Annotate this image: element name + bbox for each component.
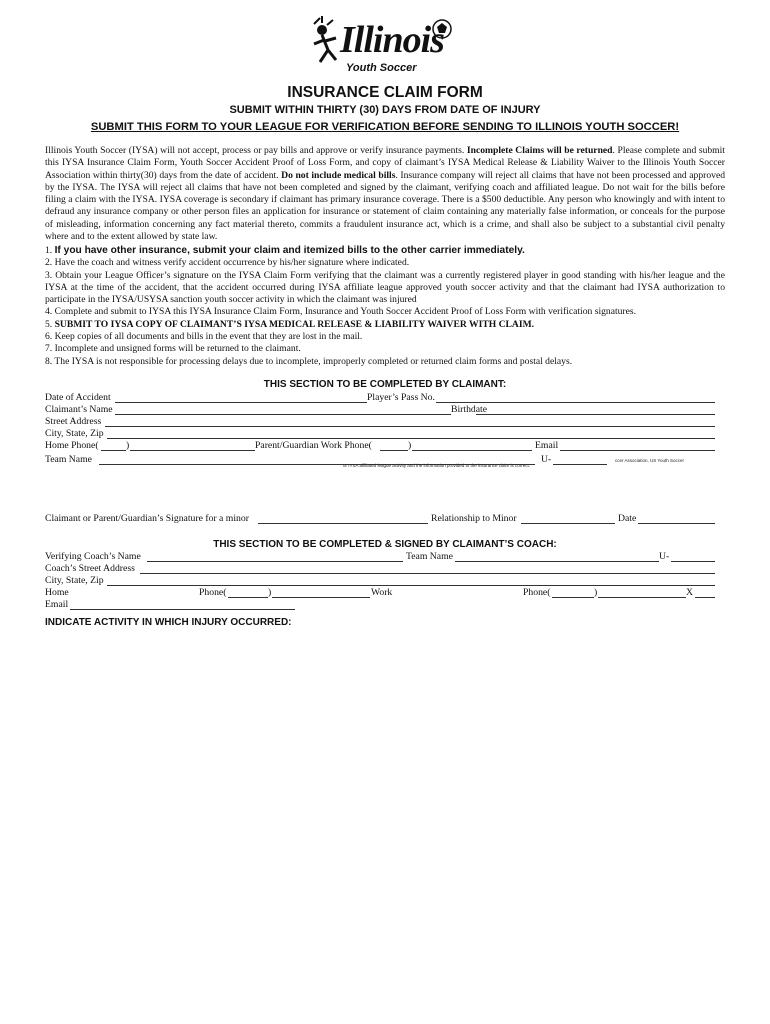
intro-paragraph xyxy=(45,145,725,243)
coach-home-phone-field[interactable] xyxy=(272,597,370,598)
coach-team-name-field[interactable] xyxy=(455,561,659,562)
coach-team-name-label: Team Name xyxy=(406,551,453,562)
instructions-list xyxy=(45,245,725,368)
date-label: Date xyxy=(618,513,637,524)
claimants-name-label: Claimant’s Name xyxy=(45,404,113,415)
rule-8: 8. The IYSA is not responsible for processing delays due to incomplete, improperly completed or returned claim forms and postal delays. xyxy=(45,355,573,367)
street-address-field[interactable] xyxy=(105,426,715,427)
rule-1: 1. If you have other insurance, submit your claim and itemized bills to the other carrier immediately. xyxy=(45,245,525,256)
city-state-zip-field[interactable] xyxy=(107,438,715,439)
coach-section-title: THIS SECTION TO BE COMPLETED & SIGNED BY CLAIMANT’S COACH: xyxy=(213,539,557,550)
email-field[interactable] xyxy=(560,450,715,451)
coach-u-label: U- xyxy=(659,551,670,562)
coach-home-label: Home xyxy=(45,587,69,598)
coach-ext-label: X xyxy=(686,587,693,598)
coach-work-paren: ) xyxy=(594,587,598,598)
intro-bold-incomplete: Incomplete Claims will be returned xyxy=(466,145,613,156)
coach-ext-field[interactable] xyxy=(695,597,715,598)
rule-7: 7. Incomplete and unsigned forms will be returned to the claimant. xyxy=(45,343,301,355)
claimant-section-title: THIS SECTION TO BE COMPLETED BY CLAIMANT: xyxy=(263,379,507,390)
coach-home-paren: ) xyxy=(268,587,272,598)
rule-4: 4. Complete and submit to IYSA this IYSA Insurance Claim Form, Insurance and Youth Soccer Accident Proof of Loss Form with verification signatures. xyxy=(45,306,637,318)
intro-text-2: . Please complete and submit this IYSA Insurance Claim Form, Youth Soccer Accident Proof of Loss Form, and copy of claimant’s IYSA Medical Release & Liability Waiver to the Illinois Youth Soccer Association within thirty(30) days from the date of accident. xyxy=(45,145,725,181)
home-phone-paren: ) xyxy=(126,440,130,451)
email-label: Email xyxy=(535,440,559,451)
coach-email-label: Email xyxy=(45,599,69,610)
guardian-phone-paren: ) xyxy=(408,440,412,451)
activity-heading: INDICATE ACTIVITY IN WHICH INJURY OCCURRED: xyxy=(45,617,292,628)
fine-print-right: ccer Association, US Youth Soccer xyxy=(615,458,685,463)
logo-wordmark: Illinois xyxy=(340,19,444,61)
coach-city-label: City, State, Zip xyxy=(45,575,104,586)
city-state-zip-label: City, State, Zip xyxy=(45,428,104,439)
guardian-phone-area-field[interactable] xyxy=(380,450,408,451)
logo-subtitle: Youth Soccer xyxy=(346,62,417,74)
row-signature xyxy=(45,513,715,526)
coach-age-group-field[interactable] xyxy=(671,561,715,562)
verifying-coach-field[interactable] xyxy=(147,561,403,562)
row-coach-email xyxy=(45,599,715,612)
date-of-accident-field[interactable] xyxy=(115,402,367,403)
coach-work-phone-field[interactable] xyxy=(598,597,686,598)
date-field[interactable] xyxy=(638,523,715,524)
coach-email-field[interactable] xyxy=(70,609,295,610)
birthdate-field[interactable] xyxy=(476,414,715,415)
age-group-field[interactable] xyxy=(553,464,607,465)
intro-bold-bills: Do not include medical bills xyxy=(281,169,396,181)
coach-street-label: Coach’s Street Address xyxy=(45,563,135,574)
rule-6: 6. Keep copies of all documents and bills in the event that they are lost in the mail. xyxy=(45,331,363,343)
guardian-phone-label: Parent/Guardian Work Phone( xyxy=(255,440,372,451)
home-phone-label: Home Phone( xyxy=(45,440,99,451)
home-phone-area-field[interactable] xyxy=(101,450,126,451)
birthdate-label: Birthdate xyxy=(451,404,488,415)
date-of-accident-label: Date of Accident xyxy=(45,392,111,403)
submit-league-notice: SUBMIT THIS FORM TO YOUR LEAGUE FOR VERIFICATION BEFORE SENDING TO ILLINOIS YOUTH SOCCER! xyxy=(90,121,680,133)
team-name-label: Team Name xyxy=(45,454,92,465)
row-phones xyxy=(45,440,715,453)
form-title: INSURANCE CLAIM FORM xyxy=(287,84,483,101)
u-label: U- xyxy=(541,454,552,465)
coach-city-field[interactable] xyxy=(107,585,715,586)
coach-home-area-field[interactable] xyxy=(228,597,268,598)
coach-work-area-field[interactable] xyxy=(552,597,594,598)
coach-work-phone-label: Phone( xyxy=(523,587,551,598)
coach-street-field[interactable] xyxy=(140,573,715,574)
submit-deadline: SUBMIT WITHIN THIRTY (30) DAYS FROM DATE OF INJURY xyxy=(229,104,541,116)
relationship-label: Relationship to Minor xyxy=(431,513,517,524)
players-pass-label: Player’s Pass No. xyxy=(367,392,435,403)
coach-work-label: Work xyxy=(371,587,393,598)
intro-text-1: Illinois Youth Soccer (IYSA) will not accept, process or pay bills and approve or verify insurance payments. xyxy=(45,145,467,156)
rule-2: 2. Have the coach and witness verify accident occurrence by his/her signature where indicated. xyxy=(45,257,410,269)
signature-field[interactable] xyxy=(258,523,428,524)
home-phone-field[interactable] xyxy=(130,450,255,451)
fine-print-note: or IYSA affiliated league activity and the information provided to the insurance claim is correct. xyxy=(343,463,531,468)
signature-label: Claimant or Parent/Guardian’s Signature for a minor xyxy=(45,513,249,524)
verifying-coach-label: Verifying Coach’s Name xyxy=(45,551,141,562)
intro-text-3: . Insurance company will reject all claims that have not been processed and approved by the IYSA. The IYSA will reject all claims that have not been completed and signed by the claimant, verifying coach and affiliated league. Do not wait for the bills before filing a claim with the IYSA. IYSA coverage is secondary if claimant has primary insurance coverage. There is a $500 deductible. Any person who knowingly and with intent to defraud any insurance company or other person files an application for insurance or statement of claim containing any materially false information, or conceals for the purpose of misleading, information concerning any fact material thereto, commits a fraudulent insurance act, which is a crime, and shall also be subject to a substantial civil penalty where and to the extent allowed by state law. xyxy=(45,169,725,243)
iysa-logo xyxy=(310,16,460,80)
rule-5: 5. SUBMIT TO IYSA COPY OF CLAIMANT’S IYSA MEDICAL RELEASE & LIABILITY WAIVER WITH CLAIM. xyxy=(45,318,535,330)
rule-3: 3. Obtain your League Officer’s signature on the IYSA Claim Form verifying that the claimant was a currently registered player in good standing with his/her league and the IYSA at the time of the accident, that the accident occurred during IYSA affiliate league approved youth soccer activity and that the claimant had IYSA authorization to participate in the IYSA/USYSA sanction youth soccer activity in which the claimant was injured xyxy=(45,269,725,306)
guardian-phone-field[interactable] xyxy=(412,450,532,451)
street-address-label: Street Address xyxy=(45,416,102,427)
players-pass-field[interactable] xyxy=(436,402,715,403)
coach-home-phone-label: Phone( xyxy=(199,587,227,598)
claimants-name-field[interactable] xyxy=(115,414,451,415)
relationship-field[interactable] xyxy=(521,523,615,524)
